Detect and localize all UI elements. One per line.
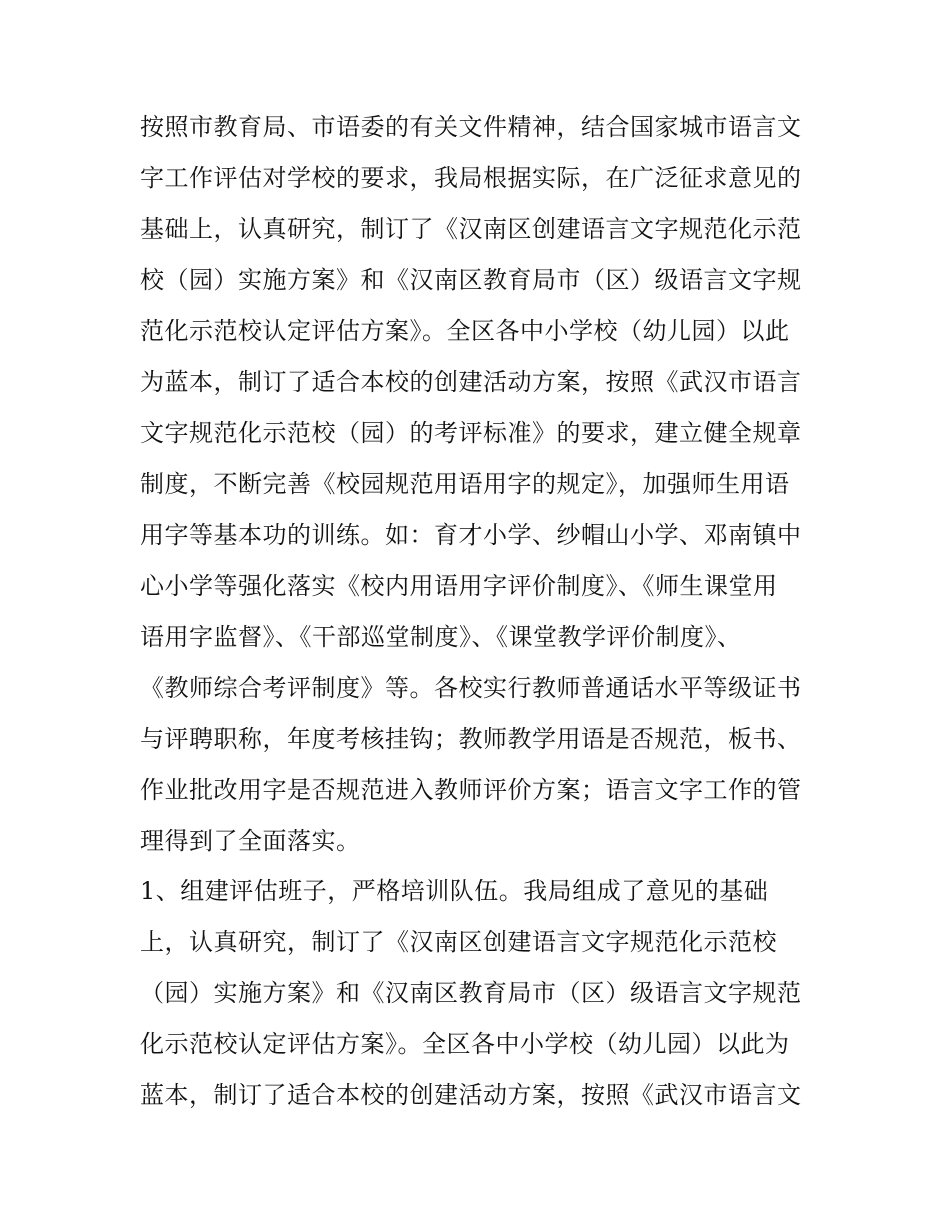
text-line: 字工作评估对学校的要求，我局根据实际，在广泛征求意见的 [140,164,802,192]
text-line: 制度，不断完善《校园规范用语用字的规定》，加强师生用语 [140,470,790,498]
text-line: 与评聘职称，年度考核挂钩；教师教学用语是否规范，板书、 [140,725,802,753]
text-line: 理得到了全面落实。 [140,827,361,855]
text-line: 《教师综合考评制度》等。各校实行教师普通话水平等级证书 [140,674,802,702]
text-line: （园）实施方案》和《汉南区教育局市（区）级语言文字规范 [140,979,802,1007]
text-line: 基础上，认真研究，制订了《汉南区创建语言文字规范化示范 [140,215,802,243]
text-line: 为蓝本，制订了适合本校的创建活动方案，按照《武汉市语言 [140,368,802,396]
text-line: 上，认真研究，制订了《汉南区创建语言文字规范化示范校 [140,928,777,956]
text-line: 文字规范化示范校（园）的考评标准》的要求，建立健全规章 [140,419,802,447]
text-line: 1、组建评估班子，严格培训队伍。我局组成了意见的基础 [140,877,769,905]
text-line: 范化示范校认定评估方案》。全区各中小学校（幼儿园）以此 [140,317,790,345]
text-line: 心小学等强化落实《校内用语用字评价制度》、《师生课堂用 [140,572,778,600]
text-line: 语用字监督》、《干部巡堂制度》、《课堂教学评价制度》、 [140,623,742,651]
text-line: 按照市教育局、市语委的有关文件精神，结合国家城市语言文 [140,113,802,141]
text-line: 化示范校认定评估方案》。全区各中小学校（幼儿园）以此为 [140,1030,790,1058]
text-line: 校（园）实施方案》和《汉南区教育局市（区）级语言文字规 [140,266,802,294]
text-line: 作业批改用字是否规范进入教师评价方案；语言文字工作的管 [140,776,802,804]
text-line: 用字等基本功的训练。如：育才小学、纱帽山小学、邓南镇中 [140,521,802,549]
text-line: 蓝本，制订了适合本校的创建活动方案，按照《武汉市语言文 [140,1081,802,1109]
